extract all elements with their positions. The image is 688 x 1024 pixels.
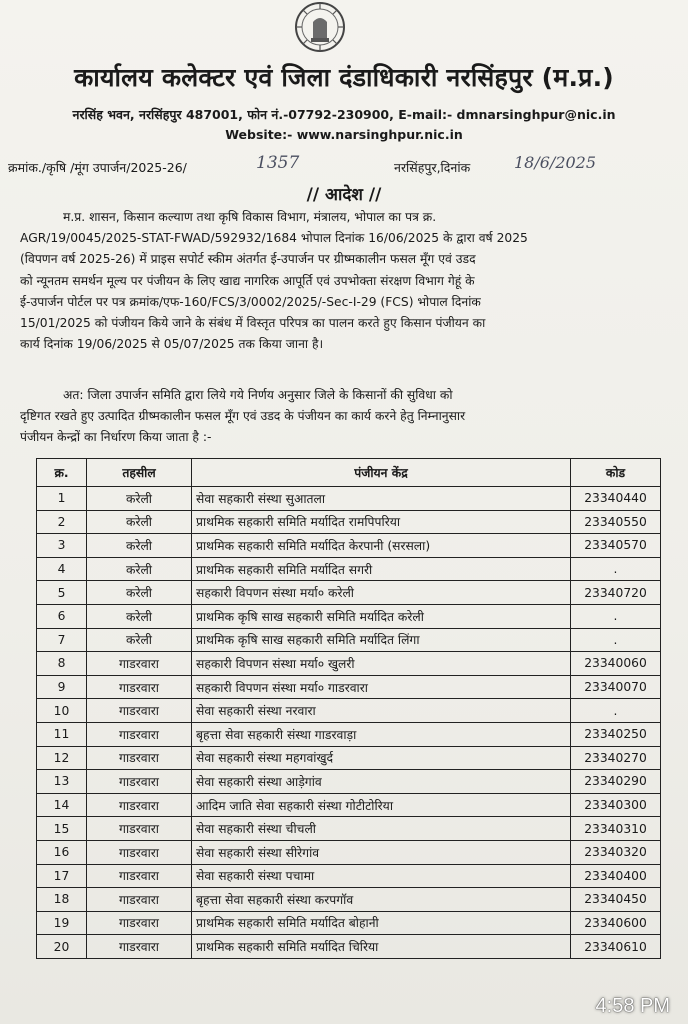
cell-serial: 20: [37, 935, 87, 959]
table-row: [37, 935, 661, 959]
cell-serial: 4: [37, 557, 87, 581]
cell-tehsil: गाडरवारा: [87, 770, 192, 794]
paragraph-line: AGR/19/0045/2025-STAT-FWAD/592932/1684 भोपाल दिनांक 16/06/2025 के द्वारा वर्ष 2025: [20, 231, 528, 246]
cell-code: 23340060: [571, 652, 661, 676]
cell-code: 23340610: [571, 935, 661, 959]
cell-centre: प्राथमिक सहकारी समिति मर्यादित केरपानी (सरसला): [192, 534, 571, 558]
cell-code: .: [571, 604, 661, 628]
header-code: कोड: [571, 459, 661, 487]
cell-code: 23340600: [571, 911, 661, 935]
cell-serial: 5: [37, 581, 87, 605]
government-emblem-icon: [289, 0, 351, 54]
office-website: Website:- www.narsinghpur.nic.in: [225, 127, 463, 142]
cell-tehsil: गाडरवारा: [87, 888, 192, 912]
table-row: [37, 817, 661, 841]
cell-serial: 10: [37, 699, 87, 723]
cell-code: 23340310: [571, 817, 661, 841]
table-header-row: [37, 459, 661, 487]
header-centre: पंजीयन केंद्र: [192, 459, 571, 487]
cell-serial: 14: [37, 793, 87, 817]
cell-centre: सेवा सहकारी संस्था सुआतला: [192, 487, 571, 511]
office-title: कार्यालय कलेक्टर एवं जिला दंडाधिकारी नरसिंहपुर (म.प्र.): [74, 63, 614, 92]
table-row: [37, 652, 661, 676]
place-date-label: नरसिंहपुर,दिनांक: [394, 160, 471, 175]
table-row: [37, 746, 661, 770]
table-row: [37, 510, 661, 534]
table-row: [37, 888, 661, 912]
order-paragraph-2: [20, 385, 660, 449]
cell-code: 23340570: [571, 534, 661, 558]
cell-code: .: [571, 557, 661, 581]
cell-tehsil: करेली: [87, 581, 192, 605]
cell-centre: सेवा सहकारी संस्था पचामा: [192, 864, 571, 888]
cell-code: .: [571, 628, 661, 652]
cell-code: 23340450: [571, 888, 661, 912]
cell-centre: प्राथमिक कृषि साख सहकारी समिति मर्यादित लिंगा: [192, 628, 571, 652]
cell-tehsil: गाडरवारा: [87, 675, 192, 699]
cell-tehsil: करेली: [87, 628, 192, 652]
cell-serial: 11: [37, 722, 87, 746]
cell-code: 23340440: [571, 487, 661, 511]
table-body: [37, 487, 661, 959]
cell-tehsil: गाडरवारा: [87, 793, 192, 817]
cell-tehsil: करेली: [87, 510, 192, 534]
registration-centres-table: [36, 458, 661, 959]
table-row: [37, 675, 661, 699]
table-row: [37, 534, 661, 558]
cell-tehsil: गाडरवारा: [87, 817, 192, 841]
cell-serial: 7: [37, 628, 87, 652]
date-handwritten: 18/6/2025: [514, 153, 597, 172]
cell-code: 23340400: [571, 864, 661, 888]
table-row: [37, 840, 661, 864]
cell-centre: सेवा सहकारी संस्था सीरेगांव: [192, 840, 571, 864]
order-paragraph-1: [20, 207, 660, 355]
cell-centre: सेवा सहकारी संस्था आड़ेगांव: [192, 770, 571, 794]
cell-centre: बृहत्ता सेवा सहकारी संस्था करपगॉव: [192, 888, 571, 912]
table-row: [37, 604, 661, 628]
cell-code: 23340250: [571, 722, 661, 746]
cell-tehsil: गाडरवारा: [87, 746, 192, 770]
table-row: [37, 770, 661, 794]
paragraph-line: अत: जिला उपार्जन समिति द्वारा लिये गये निर्णय अनुसार जिले के किसानों की सुविधा को: [20, 388, 453, 402]
reference-row: [8, 153, 668, 181]
cell-tehsil: गाडरवारा: [87, 722, 192, 746]
order-heading: // आदेश //: [306, 185, 382, 205]
cell-tehsil: करेली: [87, 487, 192, 511]
table-row: [37, 557, 661, 581]
table-row: [37, 722, 661, 746]
cell-serial: 8: [37, 652, 87, 676]
table-row: [37, 864, 661, 888]
table-row: [37, 628, 661, 652]
cell-centre: प्राथमिक कृषि साख सहकारी समिति मर्यादित करेली: [192, 604, 571, 628]
cell-code: 23340720: [571, 581, 661, 605]
cell-serial: 12: [37, 746, 87, 770]
cell-tehsil: करेली: [87, 557, 192, 581]
cell-centre: सेवा सहकारी संस्था महगवांखुर्द: [192, 746, 571, 770]
status-bar-time: 4:58 PM: [595, 995, 670, 1017]
cell-centre: बृहत्ता सेवा सहकारी संस्था गाडरवाड़ा: [192, 722, 571, 746]
paragraph-line: म.प्र. शासन, किसान कल्याण तथा कृषि विकास विभाग, मंत्रालय, भोपाल का पत्र क्र.: [20, 210, 437, 224]
paragraph-line: 15/01/2025 को पंजीयन किये जाने के संबंध में विस्तृत परिपत्र का पालन करते हुए किसान पंजीयन का: [20, 316, 486, 331]
cell-centre: प्राथमिक सहकारी समिति मर्यादित सगरी: [192, 557, 571, 581]
cell-tehsil: करेली: [87, 534, 192, 558]
cell-serial: 15: [37, 817, 87, 841]
cell-centre: सहकारी विपणन संस्था मर्या० गाडरवारा: [192, 675, 571, 699]
cell-serial: 1: [37, 487, 87, 511]
paragraph-line: पंजीयन केन्द्रों का निर्धारण किया जाता है :-: [20, 430, 212, 445]
cell-serial: 13: [37, 770, 87, 794]
cell-tehsil: करेली: [87, 604, 192, 628]
cell-serial: 16: [37, 840, 87, 864]
paragraph-line: को न्यूनतम समर्थन मूल्य पर पंजीयन के लिए खाद्य नागरिक आपूर्ति एवं उपभोक्ता संरक्षण विभाग गेहूं के: [20, 273, 475, 288]
cell-centre: प्राथमिक सहकारी समिति मर्यादित बोहानी: [192, 911, 571, 935]
cell-tehsil: गाडरवारा: [87, 935, 192, 959]
office-contact: नरसिंह भवन, नरसिंहपुर 487001, फोन नं.-07792-230900, E-mail:- dmnarsinghpur@nic.in: [72, 107, 616, 122]
cell-centre: प्राथमिक सहकारी समिति मर्यादित रामपिपरिया: [192, 510, 571, 534]
cell-serial: 6: [37, 604, 87, 628]
cell-tehsil: गाडरवारा: [87, 911, 192, 935]
cell-code: 23340550: [571, 510, 661, 534]
table-row: [37, 911, 661, 935]
reference-number-handwritten: 1357: [256, 153, 300, 173]
paragraph-line: कार्य दिनांक 19/06/2025 से 05/07/2025 तक किया जाना है।: [20, 337, 324, 352]
cell-serial: 18: [37, 888, 87, 912]
reference-number-label: क्रमांक./कृषि /मूंग उपार्जन/2025-26/: [8, 160, 187, 175]
cell-code: 23340070: [571, 675, 661, 699]
cell-centre: आदिम जाति सेवा सहकारी संस्था गोटीटोरिया: [192, 793, 571, 817]
cell-tehsil: गाडरवारा: [87, 840, 192, 864]
cell-centre: सहकारी विपणन संस्था मर्या० करेली: [192, 581, 571, 605]
cell-code: 23340290: [571, 770, 661, 794]
cell-tehsil: गाडरवारा: [87, 699, 192, 723]
cell-code: 23340320: [571, 840, 661, 864]
cell-code: .: [571, 699, 661, 723]
cell-tehsil: गाडरवारा: [87, 864, 192, 888]
paragraph-line: ई-उपार्जन पोर्टल पर पत्र क्रमांक/एफ-160/FCS/3/0002/2025/-Sec-I-29 (FCS) भोपाल दिनांक: [20, 294, 481, 309]
paragraph-line: (विपणन वर्ष 2025-26) में प्राइस सपोर्ट स्कीम अंतर्गत ई-उपार्जन पर ग्रीष्मकालीन फसल मूँग एवं उडद: [20, 252, 476, 267]
cell-code: 23340270: [571, 746, 661, 770]
cell-centre: सेवा सहकारी संस्था चीचली: [192, 817, 571, 841]
cell-centre: सेवा सहकारी संस्था नरवारा: [192, 699, 571, 723]
header-tehsil: तहसील: [87, 459, 192, 487]
table-row: [37, 699, 661, 723]
paragraph-line: दृष्टिगत रखते हुए उत्पादित ग्रीष्मकालीन फसल मूँग एवं उडद के पंजीयन का कार्य करने हेतु निम्नानुसार: [20, 409, 466, 424]
header-serial: क्र.: [37, 459, 87, 487]
cell-serial: 9: [37, 675, 87, 699]
table-row: [37, 581, 661, 605]
cell-serial: 17: [37, 864, 87, 888]
cell-serial: 3: [37, 534, 87, 558]
cell-code: 23340300: [571, 793, 661, 817]
cell-tehsil: गाडरवारा: [87, 652, 192, 676]
cell-centre: सहकारी विपणन संस्था मर्या० खुलरी: [192, 652, 571, 676]
cell-serial: 2: [37, 510, 87, 534]
table-row: [37, 793, 661, 817]
cell-centre: प्राथमिक सहकारी समिति मर्यादित चिरिया: [192, 935, 571, 959]
cell-serial: 19: [37, 911, 87, 935]
table-row: [37, 487, 661, 511]
